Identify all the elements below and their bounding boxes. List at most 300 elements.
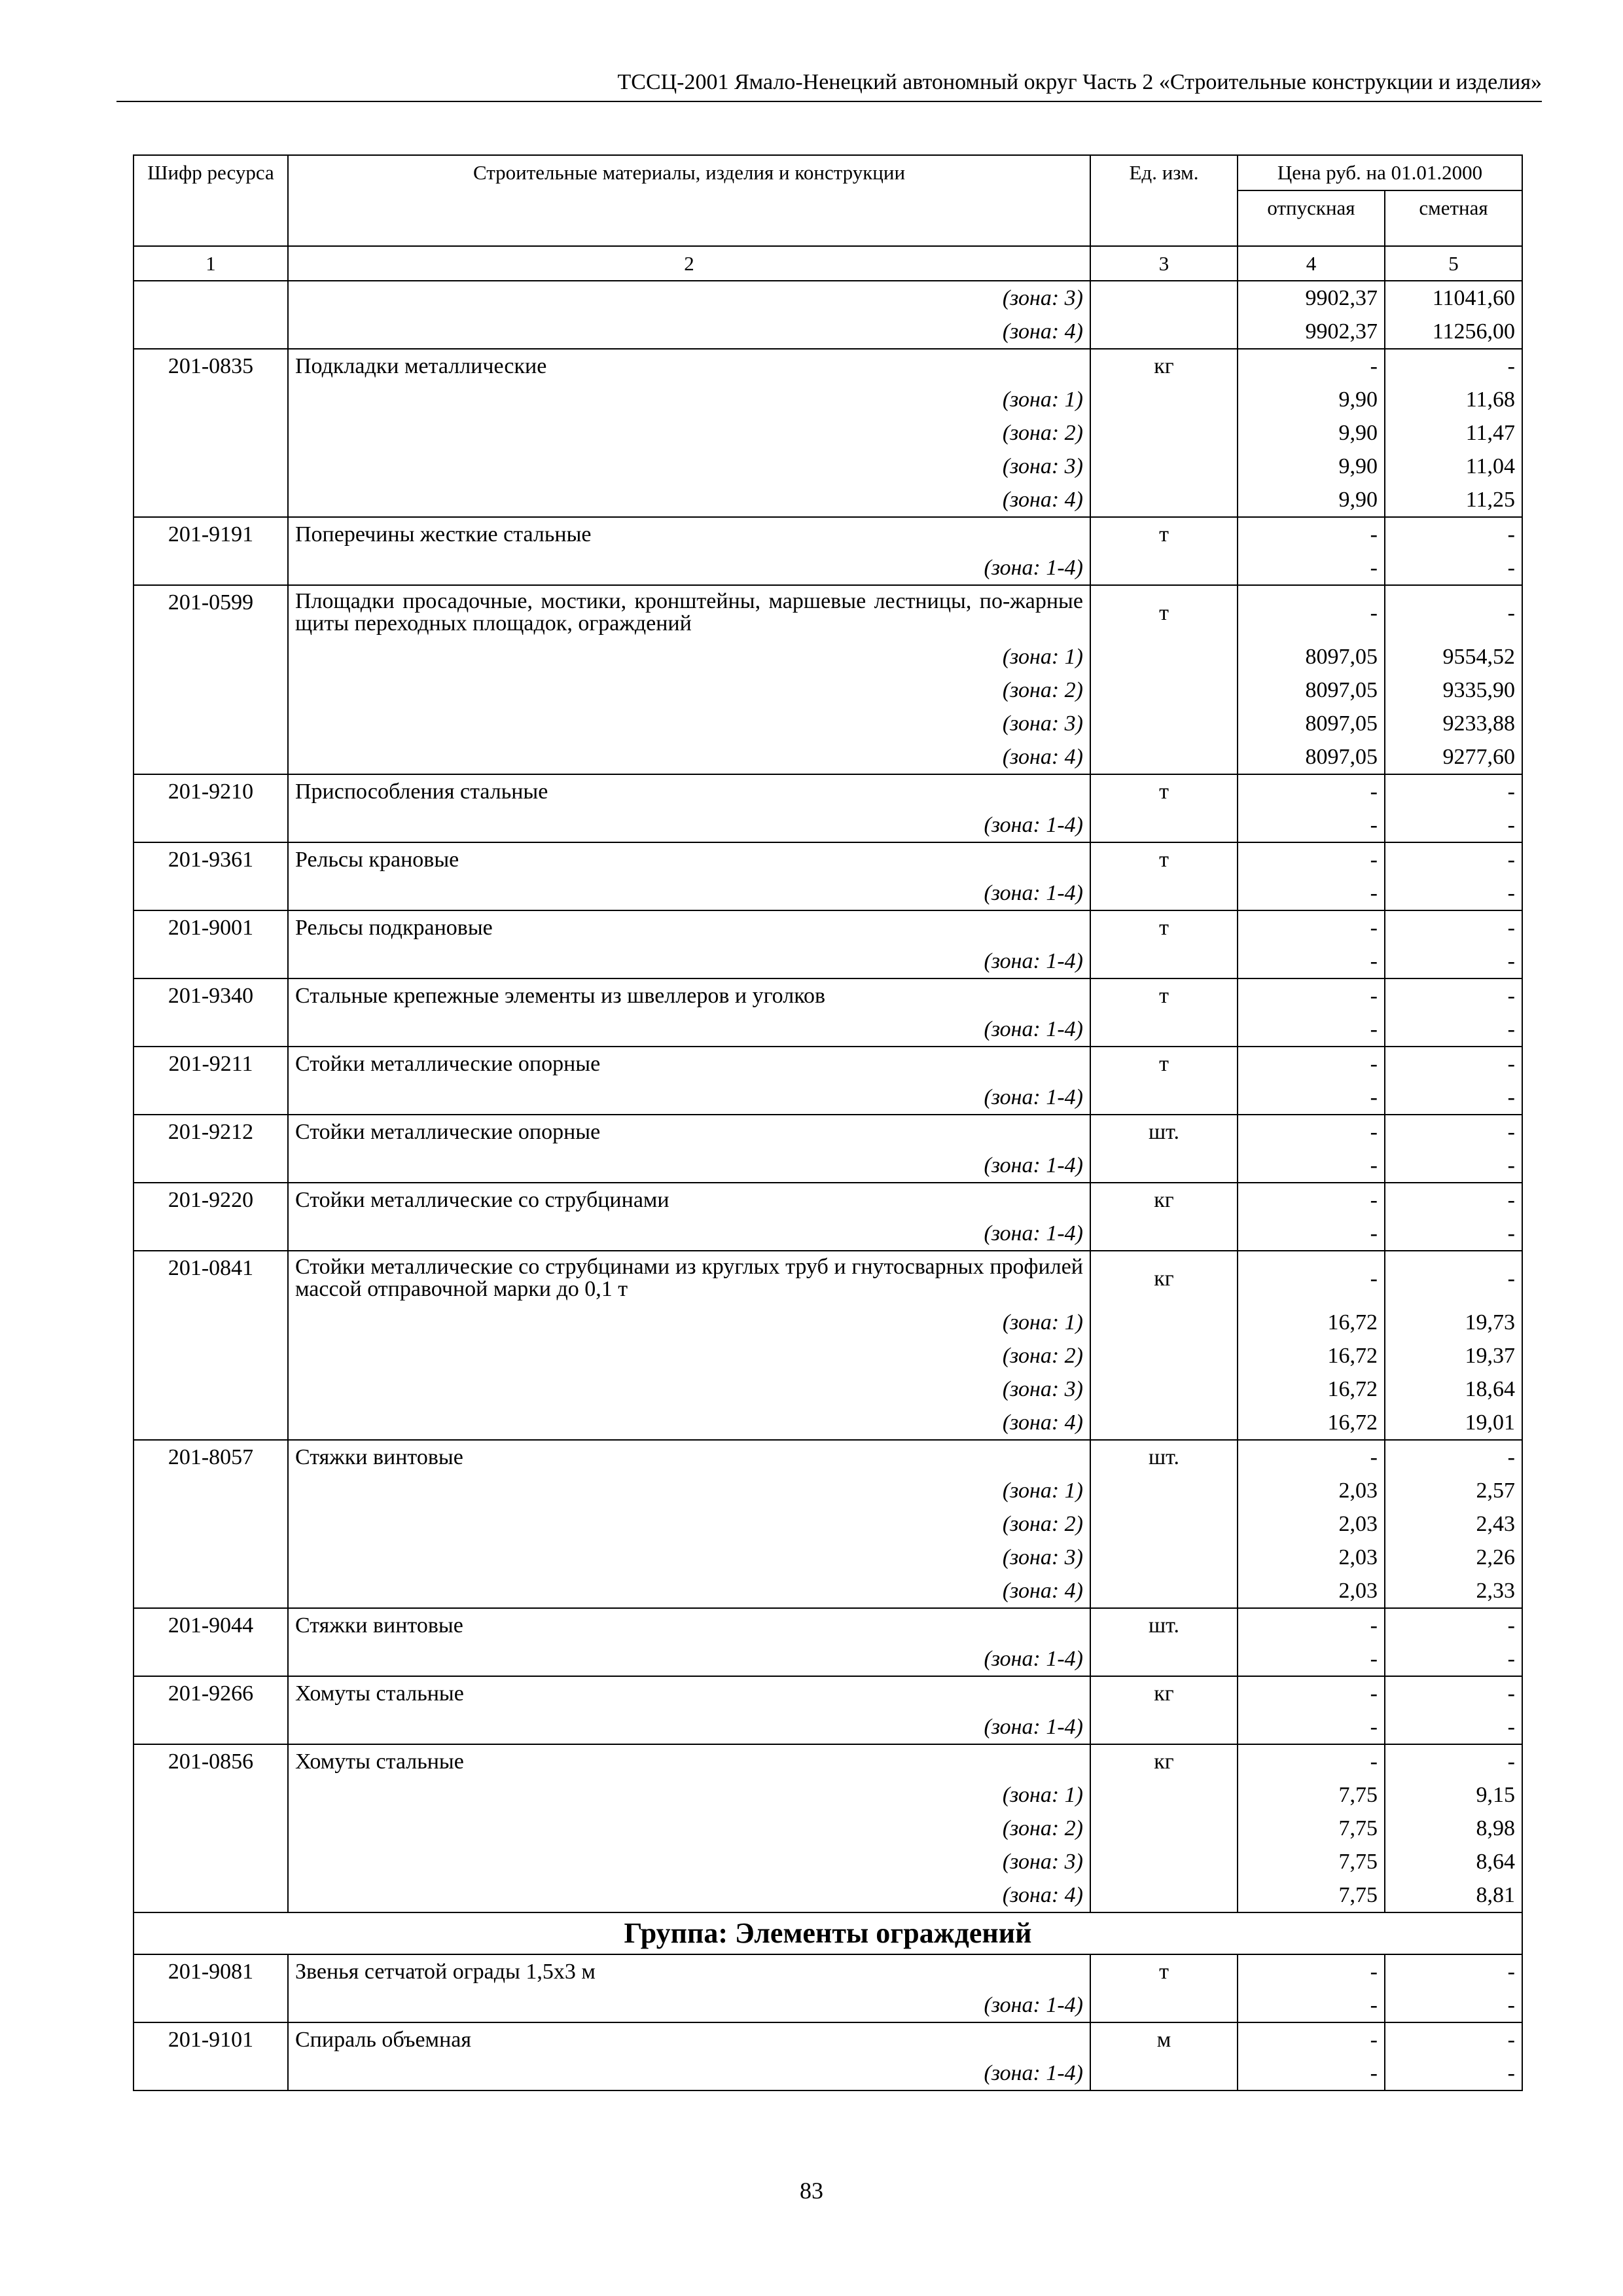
material-name: Подкладки металлические [295,354,547,378]
material-name: Стяжки винтовые [295,1445,463,1469]
zone-label: (зона: 1-4) [288,944,1090,978]
material-name-cell [288,517,1090,551]
zone-row [134,1149,1522,1183]
unit: кг [1090,1744,1238,1778]
col-number: 3 [1090,246,1238,281]
zone-label: (зона: 1) [288,640,1090,673]
estimate-price: 8,81 [1385,1878,1522,1912]
zone-row [134,1217,1522,1251]
table-row [134,1676,1522,1710]
zone-label: (зона: 1) [288,1474,1090,1507]
release-price: 16,72 [1238,1339,1385,1372]
material-name: Стойки металлические со струбцинами из круглых труб и гнутосварных профилей массой отправочной марки до 0,1 т [295,1255,1083,1301]
zone-label: (зона: 4) [288,740,1090,774]
release-price: 2,03 [1238,1507,1385,1541]
table-row [134,1183,1522,1217]
zone-row [134,1574,1522,1608]
release-price: 2,03 [1238,1474,1385,1507]
release-price: 2,03 [1238,1574,1385,1608]
resource-code-cell [134,281,288,315]
estimate-price: 2,57 [1385,1474,1522,1507]
resource-code: 201-9081 [134,1954,288,1988]
release-price: - [1238,1183,1385,1217]
resource-code-cell [134,1574,288,1608]
resource-code-cell [134,1013,288,1047]
estimate-price: - [1385,1608,1522,1642]
zone-label: (зона: 1-4) [288,808,1090,842]
release-price: - [1238,1149,1385,1183]
unit: кг [1090,1676,1238,1710]
zone-row [134,1541,1522,1574]
unit: кг [1090,349,1238,383]
resource-code-cell [134,876,288,910]
resource-code: 201-9210 [134,774,288,808]
zone-row [134,1013,1522,1047]
unit: т [1090,842,1238,876]
unit-cell [1090,673,1238,707]
col-header-unit: Ед. изм. [1090,155,1238,246]
unit-cell [1090,1710,1238,1744]
zone-label: (зона: 1-4) [288,1217,1090,1251]
material-name-cell [288,842,1090,876]
col-header-price: Цена руб. на 01.01.2000 [1238,155,1522,190]
unit-cell [1090,1812,1238,1845]
estimate-price: 11,68 [1385,383,1522,416]
resource-code-cell [134,1406,288,1440]
resource-code-cell [134,707,288,740]
material-name-cell [288,774,1090,808]
release-price: 8097,05 [1238,673,1385,707]
zone-row [134,1642,1522,1676]
unit: т [1090,585,1238,640]
zone-label: (зона: 3) [288,450,1090,483]
release-price: - [1238,944,1385,978]
estimate-price: - [1385,551,1522,585]
resource-code: 201-0835 [134,349,288,383]
unit-cell [1090,944,1238,978]
estimate-price: 8,64 [1385,1845,1522,1878]
zone-row [134,2056,1522,2090]
resource-code-cell [134,1372,288,1406]
resource-code-cell [134,808,288,842]
unit-cell [1090,383,1238,416]
material-name: Поперечины жесткие стальные [295,522,592,547]
col-header-name: Строительные материалы, изделия и конструкции [288,155,1090,246]
estimate-price: 9554,52 [1385,640,1522,673]
release-price: - [1238,1440,1385,1474]
zone-label: (зона: 3) [288,707,1090,740]
resource-code-cell [134,416,288,450]
material-name: Звенья сетчатой ограды 1,5х3 м [295,1960,596,1984]
resource-code-cell [134,1149,288,1183]
table-row [134,910,1522,944]
unit-cell [1090,1541,1238,1574]
resource-code-cell [134,1217,288,1251]
estimate-price: - [1385,2022,1522,2056]
zone-row [134,1507,1522,1541]
release-price: 16,72 [1238,1306,1385,1339]
table-row [134,1744,1522,1778]
zone-label: (зона: 4) [288,315,1090,349]
release-price: 8097,05 [1238,740,1385,774]
estimate-price: - [1385,1988,1522,2022]
unit: т [1090,517,1238,551]
resource-code: 201-0856 [134,1744,288,1778]
table-row [134,1440,1522,1474]
release-price: - [1238,978,1385,1013]
zone-label: (зона: 1-4) [288,1013,1090,1047]
estimate-price: 19,73 [1385,1306,1522,1339]
release-price: - [1238,1251,1385,1306]
material-name-cell [288,910,1090,944]
resource-code-cell [134,673,288,707]
resource-code-cell [134,1339,288,1372]
estimate-price: - [1385,876,1522,910]
unit-cell [1090,1406,1238,1440]
release-price: 9,90 [1238,483,1385,517]
unit-cell [1090,1474,1238,1507]
zone-label: (зона: 4) [288,483,1090,517]
material-name-cell [288,1608,1090,1642]
resource-code-cell [134,1710,288,1744]
estimate-price: - [1385,978,1522,1013]
release-price: 7,75 [1238,1845,1385,1878]
unit-cell [1090,1878,1238,1912]
material-name: Стойки металлические опорные [295,1120,601,1144]
zone-label: (зона: 2) [288,1812,1090,1845]
zone-row [134,740,1522,774]
estimate-price: - [1385,1954,1522,1988]
estimate-price: 2,26 [1385,1541,1522,1574]
zone-label: (зона: 1-4) [288,876,1090,910]
unit-cell [1090,450,1238,483]
release-price: 8097,05 [1238,707,1385,740]
release-price: 9902,37 [1238,315,1385,349]
material-name: Стойки металлические со струбцинами [295,1188,669,1212]
resource-code-cell [134,1812,288,1845]
unit-cell [1090,551,1238,585]
release-price: - [1238,1608,1385,1642]
unit-cell [1090,281,1238,315]
col-number: 4 [1238,246,1385,281]
estimate-price: 11,04 [1385,450,1522,483]
unit-cell [1090,876,1238,910]
zone-row [134,1081,1522,1115]
estimate-price: - [1385,774,1522,808]
zone-row [134,1339,1522,1372]
unit-cell [1090,1149,1238,1183]
table-row [134,842,1522,876]
estimate-price: - [1385,808,1522,842]
zone-row [134,1845,1522,1878]
estimate-price: 11,25 [1385,483,1522,517]
group-title: Группа: Элементы ограждений [134,1912,1522,1954]
material-name: Хомуты стальные [295,1681,464,1706]
resource-code: 201-9220 [134,1183,288,1217]
zone-row [134,483,1522,517]
release-price: - [1238,1081,1385,1115]
col-number: 1 [134,246,288,281]
estimate-price: 9277,60 [1385,740,1522,774]
estimate-price: - [1385,349,1522,383]
zone-row [134,944,1522,978]
release-price: 9902,37 [1238,281,1385,315]
unit-cell [1090,707,1238,740]
table-row [134,517,1522,551]
resource-code-cell [134,740,288,774]
table-row [134,2022,1522,2056]
unit-cell [1090,1013,1238,1047]
estimate-price: - [1385,517,1522,551]
zone-row [134,808,1522,842]
release-price: - [1238,910,1385,944]
estimate-price: - [1385,1013,1522,1047]
estimate-price: - [1385,1081,1522,1115]
zone-label: (зона: 2) [288,1339,1090,1372]
estimate-price: 11,47 [1385,416,1522,450]
resource-code-cell [134,1541,288,1574]
table-row [134,978,1522,1013]
table-row [134,774,1522,808]
zone-row [134,707,1522,740]
resource-code: 201-9266 [134,1676,288,1710]
release-price: - [1238,1013,1385,1047]
resource-code: 201-9191 [134,517,288,551]
release-price: 9,90 [1238,450,1385,483]
col-header-release-price: отпускная [1238,190,1385,246]
material-name: Площадки просадочные, мостики, кронштейны, маршевые лестницы, по-жарные щиты переходных площадок, ограждений [295,589,1083,636]
release-price: - [1238,551,1385,585]
table-row [134,281,1522,315]
unit: кг [1090,1183,1238,1217]
release-price: - [1238,1954,1385,1988]
resource-code: 201-9101 [134,2022,288,2056]
estimate-price: - [1385,1710,1522,1744]
release-price: - [1238,2022,1385,2056]
zone-row [134,383,1522,416]
resource-code: 201-9212 [134,1115,288,1149]
zone-row [134,1878,1522,1912]
col-number: 2 [288,246,1090,281]
resource-code-cell [134,1306,288,1339]
release-price: - [1238,1710,1385,1744]
zone-row [134,416,1522,450]
unit-cell [1090,1339,1238,1372]
unit-cell [1090,2056,1238,2090]
zone-label: (зона: 4) [288,1406,1090,1440]
estimate-price: - [1385,1115,1522,1149]
estimate-price: - [1385,1183,1522,1217]
release-price: 7,75 [1238,1812,1385,1845]
material-name-cell [288,1047,1090,1081]
zone-row [134,1812,1522,1845]
estimate-price: - [1385,2056,1522,2090]
zone-label: (зона: 3) [288,1372,1090,1406]
release-price: - [1238,585,1385,640]
col-header-code: Шифр ресурса [134,155,288,246]
release-price: 2,03 [1238,1541,1385,1574]
unit-cell [1090,1845,1238,1878]
unit: м [1090,2022,1238,2056]
zone-row [134,1710,1522,1744]
unit: шт. [1090,1115,1238,1149]
release-price: 7,75 [1238,1878,1385,1912]
unit-cell [1090,1306,1238,1339]
estimate-price: - [1385,1676,1522,1710]
unit: т [1090,1954,1238,1988]
zone-label: (зона: 3) [288,1541,1090,1574]
unit-cell [1090,1574,1238,1608]
zone-row [134,1988,1522,2022]
unit-cell [1090,640,1238,673]
unit-cell [1090,808,1238,842]
resource-code-cell [134,1778,288,1812]
unit: кг [1090,1251,1238,1306]
material-name: Хомуты стальные [295,1749,464,1774]
resource-code-cell [134,450,288,483]
table-row [134,349,1522,383]
estimate-price: 8,98 [1385,1812,1522,1845]
estimate-price: 18,64 [1385,1372,1522,1406]
material-name-cell [288,1440,1090,1474]
material-name: Приспособления стальные [295,780,548,804]
zone-row [134,876,1522,910]
zone-row [134,673,1522,707]
release-price: - [1238,1217,1385,1251]
unit-cell [1090,483,1238,517]
unit-cell [1090,1372,1238,1406]
unit-cell [1090,1507,1238,1541]
zone-row [134,640,1522,673]
material-name: Рельсы подкрановые [295,916,493,940]
estimate-price: 19,37 [1385,1339,1522,1372]
unit-cell [1090,1988,1238,2022]
release-price: - [1238,774,1385,808]
material-name-cell [288,2022,1090,2056]
zone-label: (зона: 1-4) [288,1988,1090,2022]
zone-label: (зона: 3) [288,1845,1090,1878]
resource-code: 201-9044 [134,1608,288,1642]
table-row [134,1608,1522,1642]
unit: т [1090,1047,1238,1081]
estimate-price: - [1385,1217,1522,1251]
zone-row [134,1406,1522,1440]
resource-code: 201-0841 [134,1251,288,1306]
estimate-price: 19,01 [1385,1406,1522,1440]
resource-code-cell [134,2056,288,2090]
zone-label: (зона: 1-4) [288,2056,1090,2090]
unit: т [1090,978,1238,1013]
zone-label: (зона: 4) [288,1878,1090,1912]
unit: т [1090,910,1238,944]
zone-label: (зона: 1-4) [288,1710,1090,1744]
estimate-price: 9335,90 [1385,673,1522,707]
release-price: - [1238,842,1385,876]
page-header: ТССЦ-2001 Ямало-Ненецкий автономный округ Часть 2 «Строительные конструкции и изделия» [116,68,1542,102]
unit: шт. [1090,1608,1238,1642]
resource-code-cell [134,1507,288,1541]
zone-row [134,1474,1522,1507]
material-name-cell [288,978,1090,1013]
resource-code-cell [134,640,288,673]
zone-label: (зона: 2) [288,673,1090,707]
release-price: - [1238,876,1385,910]
zone-label: (зона: 2) [288,416,1090,450]
zone-label: (зона: 4) [288,1574,1090,1608]
table-row [134,585,1522,640]
estimate-price: - [1385,1047,1522,1081]
zone-row [134,1372,1522,1406]
zone-row [134,1306,1522,1339]
resource-code: 201-9340 [134,978,288,1013]
estimate-price: - [1385,1440,1522,1474]
material-name: Спираль объемная [295,2028,471,2052]
estimate-price: 11041,60 [1385,281,1522,315]
resource-code-cell [134,383,288,416]
resource-code-cell [134,315,288,349]
resource-code: 201-8057 [134,1440,288,1474]
release-price: - [1238,517,1385,551]
material-name: Стойки металлические опорные [295,1052,601,1076]
table-row [134,1115,1522,1149]
col-number: 5 [1385,246,1522,281]
zone-row [134,1778,1522,1812]
zone-label: (зона: 1) [288,1778,1090,1812]
material-name-cell [288,1183,1090,1217]
material-name-cell [288,1954,1090,1988]
release-price: 8097,05 [1238,640,1385,673]
zone-label: (зона: 3) [288,281,1090,315]
material-name-cell [288,349,1090,383]
page-number: 83 [800,2178,823,2204]
release-price: - [1238,1642,1385,1676]
resource-code-cell [134,551,288,585]
estimate-price: - [1385,1744,1522,1778]
unit-cell [1090,740,1238,774]
material-name-cell [288,1676,1090,1710]
unit-cell [1090,416,1238,450]
unit-cell [1090,1642,1238,1676]
resource-code: 201-9001 [134,910,288,944]
material-name-cell [288,1744,1090,1778]
release-price: 16,72 [1238,1406,1385,1440]
estimate-price: 9233,88 [1385,707,1522,740]
table-body [134,281,1522,2090]
resource-code-cell [134,1081,288,1115]
unit: шт. [1090,1440,1238,1474]
table-row [134,1954,1522,1988]
zone-label: (зона: 1) [288,383,1090,416]
release-price: - [1238,2056,1385,2090]
zone-label: (зона: 2) [288,1507,1090,1541]
release-price: - [1238,349,1385,383]
release-price: - [1238,1115,1385,1149]
unit-cell [1090,1081,1238,1115]
release-price: 16,72 [1238,1372,1385,1406]
group-header-row [134,1912,1522,1954]
estimate-price: 11256,00 [1385,315,1522,349]
estimate-price: - [1385,910,1522,944]
material-name-cell [288,1251,1090,1306]
zone-label: (зона: 1) [288,1306,1090,1339]
table-row [134,1251,1522,1306]
release-price: - [1238,1744,1385,1778]
material-name: Рельсы крановые [295,848,459,872]
release-price: 9,90 [1238,383,1385,416]
zone-label: (зона: 1-4) [288,551,1090,585]
unit-cell [1090,1778,1238,1812]
unit-cell [1090,1217,1238,1251]
